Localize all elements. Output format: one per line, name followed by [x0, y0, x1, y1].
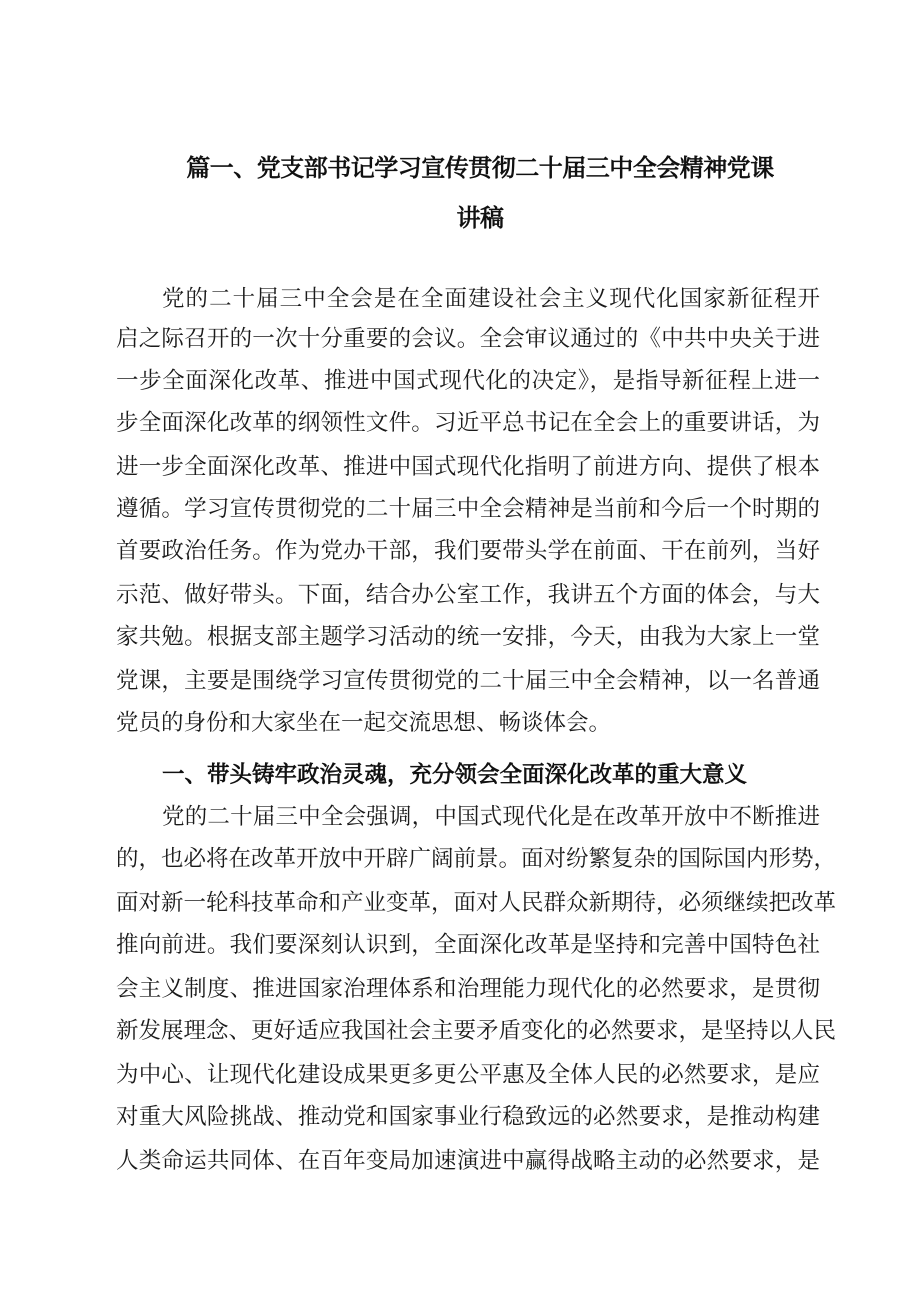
text-line: 进一步全面深化改革、推进中国式现代化指明了前进方向、提供了根本: [116, 454, 820, 480]
document-title-line1: 篇一、党支部书记学习宣传贯彻二十届三中全会精神党课: [186, 154, 774, 182]
text-line: 党的二十届三中全会是在全面建设社会主义现代化国家新征程开: [162, 286, 820, 312]
text-line: 示范、做好带头。下面，结合办公室工作，我讲五个方面的体会，与大: [116, 582, 820, 608]
text-line: 遵循。学习宣传贯彻党的二十届三中全会精神是当前和今后一个时期的: [116, 496, 820, 522]
text-line: 启之际召开的一次十分重要的会议。全会审议通过的《中共中央关于进: [116, 326, 820, 352]
text-line: 为中心、让现代化建设成果更多更公平惠及全体人民的必然要求，是应: [116, 1062, 820, 1088]
text-line: 推向前进。我们要深刻认识到，全面深化改革是坚持和完善中国特色社: [116, 932, 820, 958]
text-line: 的，也必将在改革开放中开辟广阔前景。面对纷繁复杂的国际国内形势，: [116, 846, 837, 872]
text-line: 党课，主要是围绕学习宣传贯彻党的二十届三中全会精神，以一名普通: [116, 668, 820, 694]
text-line: 党的二十届三中全会强调，中国式现代化是在改革开放中不断推进: [162, 804, 820, 830]
section-heading-1: 一、带头铸牢政治灵魂，充分领会全面深化改革的重大意义: [162, 762, 748, 788]
text-line: 家共勉。根据支部主题学习活动的统一安排，今天，由我为大家上一堂: [116, 624, 820, 650]
text-line: 对重大风险挑战、推动党和国家事业行稳致远的必然要求，是推动构建: [116, 1104, 820, 1130]
document-title-line2: 讲稿: [456, 204, 504, 232]
text-line: 一步全面深化改革、推进中国式现代化的决定》，是指导新征程上进一: [116, 368, 820, 394]
text-line: 会主义制度、推进国家治理体系和治理能力现代化的必然要求，是贯彻: [116, 976, 820, 1002]
text-line: 人类命运共同体、在百年变局加速演进中赢得战略主动的必然要求，是: [116, 1148, 820, 1174]
text-line: 步全面深化改革的纲领性文件。习近平总书记在全会上的重要讲话，为: [116, 410, 820, 436]
text-line: 新发展理念、更好适应我国社会主要矛盾变化的必然要求，是坚持以人民: [116, 1018, 837, 1044]
text-line: 党员的身份和大家坐在一起交流思想、畅谈体会。: [116, 710, 612, 736]
text-line: 面对新一轮科技革命和产业变革，面对人民群众新期待，必须继续把改革: [116, 890, 837, 916]
text-line: 首要政治任务。作为党办干部，我们要带头学在前面、干在前列，当好: [116, 538, 820, 564]
